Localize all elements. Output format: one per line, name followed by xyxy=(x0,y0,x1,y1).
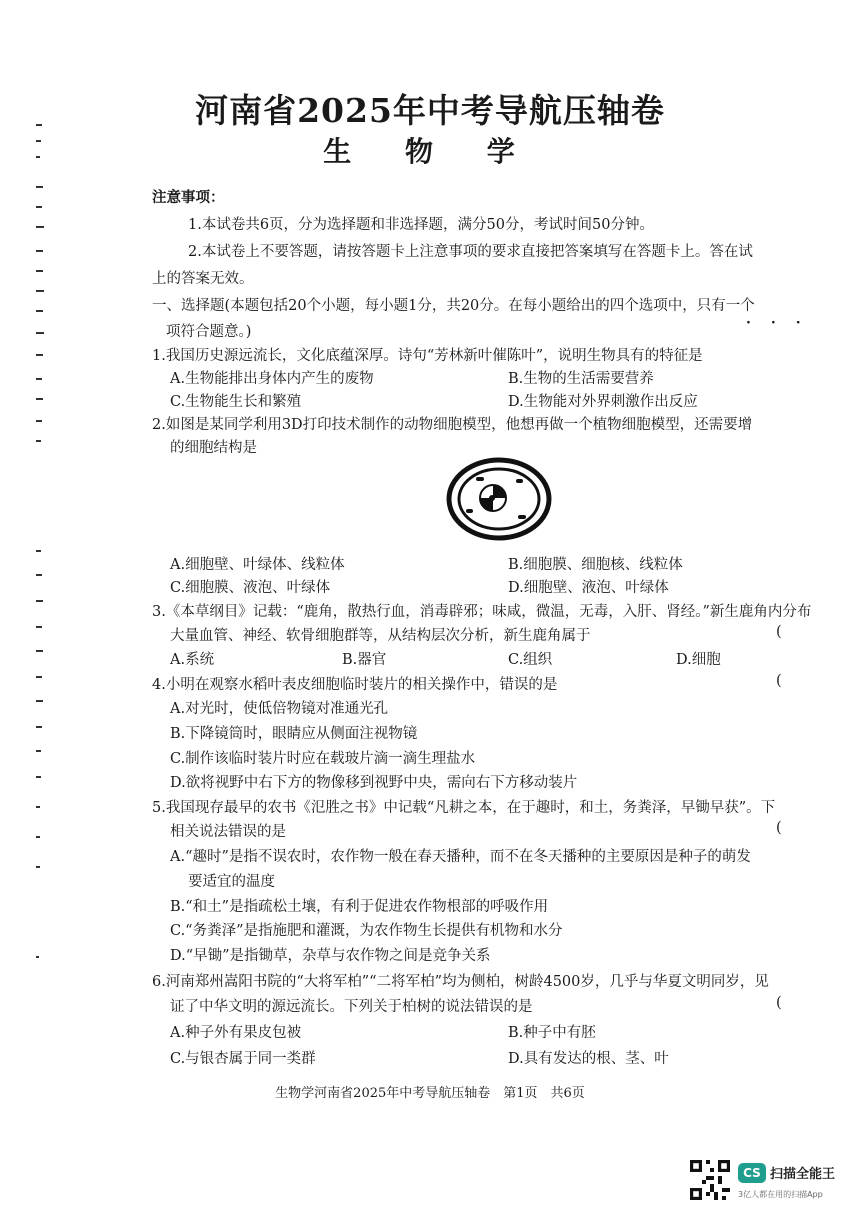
q2-option-a: A.细胞壁、叶绿体、线粒体 xyxy=(170,557,345,573)
q1-stem: 1.我国历史源远流长，文化底蕴深厚。诗句“芳林新叶催陈叶”，说明生物具有的特征是 xyxy=(152,348,703,364)
q1-option-c: C.生物能生长和繁殖 xyxy=(170,394,302,410)
q1-option-a: A.生物能排出身体内产生的废物 xyxy=(170,371,374,387)
q4-option-b: B.下降镜筒时，眼睛应从侧面注视物镜 xyxy=(170,726,418,742)
q4-option-c: C.制作该临时装片时应在载玻片滴一滴生理盐水 xyxy=(170,751,476,767)
q2-stem-cont: 的细胞结构是 xyxy=(170,440,257,456)
subject-title: 生 物 学 xyxy=(323,135,537,168)
section1-heading: 一、选择题(本题包括20个小题，每小题1分，共20分。在每小题给出的四个选项中，只有一个 xyxy=(152,298,755,314)
q5-answer-paren: ( xyxy=(776,820,782,836)
q5-option-a: A.“趣时”是指不误农时，农作物一般在春天播种，而不在冬天播种的主要原因是种子的萌发 xyxy=(170,849,751,865)
q6-option-d: D.具有发达的根、茎、叶 xyxy=(508,1051,669,1067)
q4-answer-paren: ( xyxy=(776,673,782,689)
note-item-2: 2.本试卷上不要答题，请按答题卡上注意事项的要求直接把答案填写在答题卡上。答在试 xyxy=(188,244,753,260)
q3-option-a: A.系统 xyxy=(170,652,215,668)
q3-option-c: C.组织 xyxy=(508,652,553,668)
page-footer: 生物学河南省2025年中考导航压轴卷 第1页 共6页 xyxy=(275,1086,585,1101)
q4-stem: 4.小明在观察水稻叶表皮细胞临时装片的相关操作中，错误的是 xyxy=(152,677,558,693)
section1-heading-cont: 项符合题意。) xyxy=(166,324,252,340)
q6-option-b: B.种子中有胚 xyxy=(508,1025,596,1041)
q5-option-d: D.“早锄”是指锄草，杂草与农作物之间是竞争关系 xyxy=(170,948,491,964)
q4-option-d: D.欲将视野中右下方的物像移到视野中央，需向右下方移动装片 xyxy=(170,775,578,791)
q6-option-c: C.与银杏属于同一类群 xyxy=(170,1051,316,1067)
exam-title: 河南省2025年中考导航压轴卷 xyxy=(195,91,665,130)
q2-option-b: B.细胞膜、细胞核、线粒体 xyxy=(508,557,683,573)
q5-option-b: B.“和土”是指疏松土壤，有利于促进农作物根部的呼吸作用 xyxy=(170,899,549,915)
q5-stem-cont: 相关说法错误的是 xyxy=(170,824,286,840)
animal-cell-model-figure xyxy=(446,457,552,541)
q2-option-c: C.细胞膜、液泡、叶绿体 xyxy=(170,580,331,596)
q3-option-b: B.器官 xyxy=(342,652,387,668)
q3-stem: 3.《本草纲目》记载：“鹿角，散热行血，消毒辟邪；味咸，微温，无毒，入肝、肾经。”新生鹿角内分布 xyxy=(152,604,812,620)
emphasis-dots: ··· xyxy=(746,315,821,331)
q1-option-b: B.生物的生活需要营养 xyxy=(508,371,654,387)
camscanner-name: 扫描全能王 xyxy=(770,1167,836,1182)
qr-code-icon xyxy=(690,1160,730,1200)
notes-heading: 注意事项： xyxy=(152,189,225,206)
q5-option-c: C.“务粪泽”是指施肥和灌溉，为农作物生长提供有机物和水分 xyxy=(170,923,563,939)
q6-stem-cont: 证了中华文明的源远流长。下列关于柏树的说法错误的是 xyxy=(170,999,533,1015)
q5-option-a-cont: 要适宜的温度 xyxy=(188,874,275,890)
q5-stem: 5.我国现存最早的农书《氾胜之书》中记载“凡耕之本，在于趣时，和土，务粪泽，早锄早获”。下 xyxy=(152,800,776,816)
q1-option-d: D.生物能对外界刺激作出反应 xyxy=(508,394,698,410)
q3-stem-cont: 大量血管、神经、软骨细胞群等，从结构层次分析，新生鹿角属于 xyxy=(170,628,591,644)
note-item-1: 1.本试卷共6页，分为选择题和非选择题，满分50分，考试时间50分钟。 xyxy=(188,217,654,233)
camscanner-tagline: 3亿人都在用的扫描App xyxy=(738,1190,823,1199)
q6-option-a: A.种子外有果皮包被 xyxy=(170,1025,302,1041)
q2-stem: 2.如图是某同学利用3D打印技术制作的动物细胞模型，他想再做一个植物细胞模型，还需要增 xyxy=(152,417,753,433)
q2-option-d: D.细胞壁、液泡、叶绿体 xyxy=(508,580,669,596)
q6-answer-paren: ( xyxy=(776,995,782,1011)
q3-answer-paren: ( xyxy=(776,624,782,640)
camscanner-logo: CS xyxy=(738,1163,766,1183)
q6-stem: 6.河南郑州嵩阳书院的“大将军柏”“二将军柏”均为侧柏，树龄4500岁，几乎与华夏文明同岁，见 xyxy=(152,974,769,990)
q3-option-d: D.细胞 xyxy=(676,652,721,668)
note-item-2-cont: 上的答案无效。 xyxy=(152,271,254,287)
q4-option-a: A.对光时，使低倍物镜对准通光孔 xyxy=(170,701,389,717)
